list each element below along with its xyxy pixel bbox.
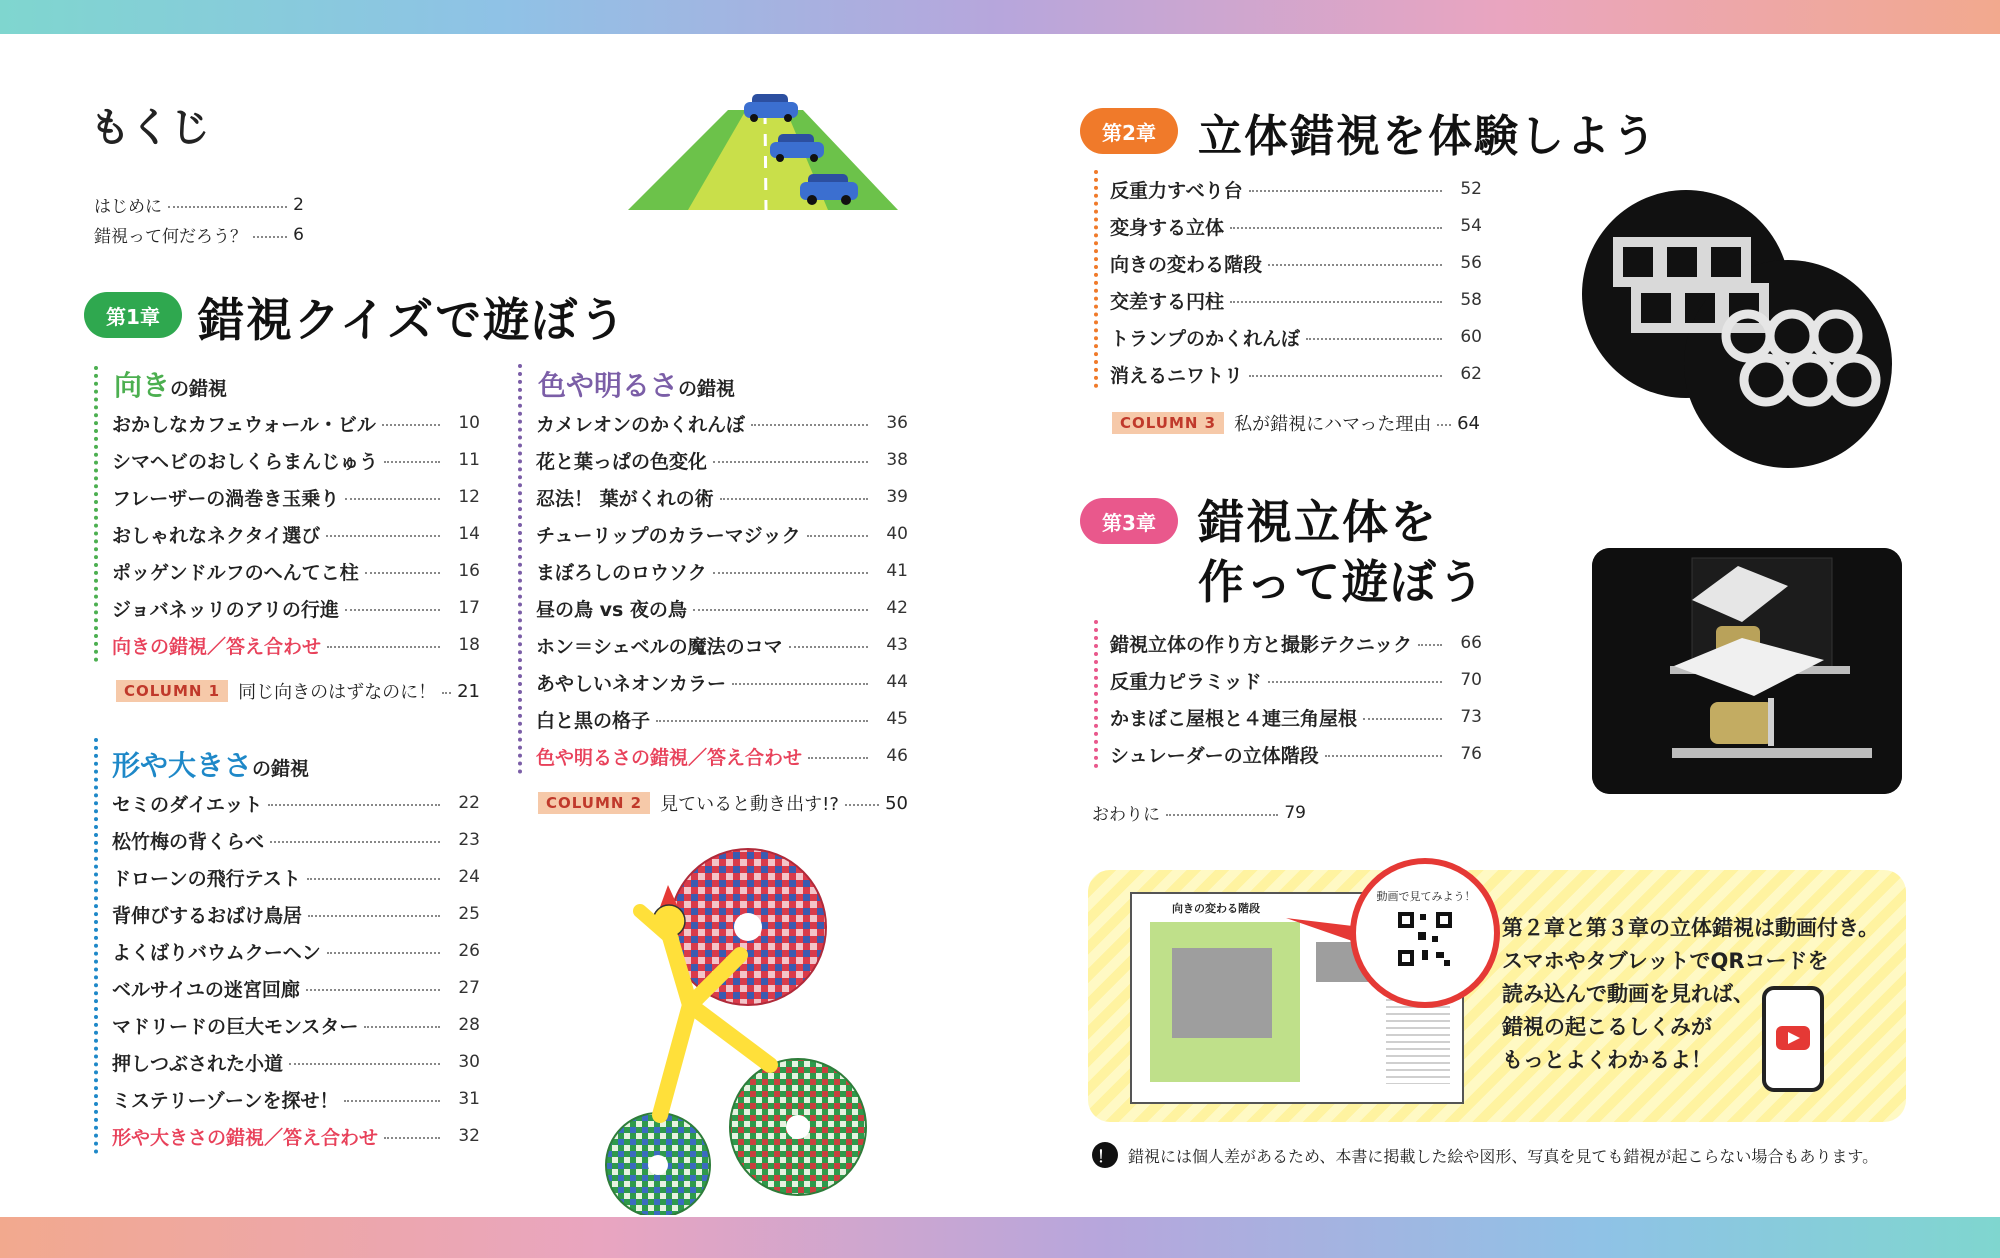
toc-item[interactable]: 昼の鳥 vs 夜の鳥 42 [536, 598, 908, 621]
spiral-balancing-figure-illustration [600, 845, 880, 1215]
column-badge: COLUMN 1 [116, 680, 228, 702]
toc-outro-item[interactable]: おわりに 79 [1092, 802, 1306, 825]
chapter3-title-line2: 作って遊ぼう [1198, 555, 1486, 609]
exclamation-icon: ！ [1092, 1142, 1118, 1168]
toc-list-iro [536, 408, 908, 768]
toc-item[interactable]: ドローンの飛行テスト 24 [112, 867, 480, 890]
toc-item[interactable]: シュレーダーの立体階段 76 [1110, 744, 1482, 767]
toc-item[interactable]: トランプのかくれんぼ 60 [1110, 327, 1482, 350]
qr-callout-circle [1350, 858, 1500, 1008]
toc-item[interactable]: 向きの変わる階段 56 [1110, 253, 1482, 276]
toc-item[interactable]: ベルサイユの迷宮回廊 27 [112, 978, 480, 1001]
toc-list-katachi [112, 788, 480, 1148]
section-line [1094, 170, 1098, 388]
toc-intro-item[interactable]: 錯視って何だろう？ 6 [94, 224, 304, 247]
section-head-katachi: 形や大きさの錯視 [112, 749, 310, 782]
hexagon-tube-photo [1576, 188, 1898, 470]
toc-item[interactable]: シマヘビのおしくらまんじゅう 11 [112, 450, 480, 473]
toc-item[interactable]: カメレオンのかくれんぼ 36 [536, 413, 908, 436]
page-title: もくじ [90, 105, 210, 151]
toc-item[interactable]: おかしなカフェウォール・ビル 10 [112, 413, 480, 436]
section-line [94, 366, 98, 662]
toc-item[interactable]: おしゃれなネクタイ選び 14 [112, 524, 480, 547]
car-icon [744, 94, 798, 122]
callout-text: 動画で見てみよう！ [1376, 890, 1476, 903]
toc-item-answer[interactable]: 色や明るさの錯視／答え合わせ 46 [536, 746, 908, 769]
toc-list-muki [112, 408, 480, 660]
toc-item[interactable]: 背伸びするおばけ鳥居 25 [112, 904, 480, 927]
toc-item[interactable]: 反重力すべり台 52 [1110, 179, 1482, 202]
chapter3-title-line1: 錯視立体を [1198, 495, 1438, 549]
toc-item[interactable]: ジョバネッリのアリの行進 17 [112, 598, 480, 621]
disclaimer-note: ！ 錯視には個人差があるため、本書に掲載した絵や図形、写真を見ても錯視が起こらない場合もあります。 [1092, 1142, 1878, 1168]
toc-item-answer[interactable]: 形や大きさの錯視／答え合わせ 32 [112, 1126, 480, 1149]
chapter2-title: 立体錯視を体験しよう [1198, 111, 1658, 162]
section-line [1094, 620, 1098, 768]
toc-item[interactable]: 交差する円柱 58 [1110, 290, 1482, 313]
toc-item[interactable]: かまぼこ屋根と４連三角屋根 73 [1110, 707, 1482, 730]
qr-code-icon [1396, 910, 1454, 968]
roof-model-photo [1592, 548, 1902, 794]
toc-item[interactable]: ミステリーゾーンを探せ！ 31 [112, 1089, 480, 1112]
toc-item[interactable]: ホン＝シェベルの魔法のコマ 43 [536, 635, 908, 658]
toc-item[interactable]: フレーザーの渦巻き玉乗り 12 [112, 487, 480, 510]
chapter1-badge: 第1章 [84, 292, 182, 338]
section-line [518, 364, 522, 774]
column-3-row[interactable]: COLUMN 3 私が錯視にハマった理由 64 [1112, 410, 1480, 436]
toc-item[interactable]: あやしいネオンカラー 44 [536, 672, 908, 695]
toc-item[interactable]: セミのダイエット 22 [112, 793, 480, 816]
smartphone-video-icon [1758, 980, 1838, 1100]
column-badge: COLUMN 2 [538, 792, 650, 814]
toc-item[interactable]: 錯視立体の作り方と撮影テクニック 66 [1110, 633, 1482, 656]
top-gradient-band [0, 0, 2000, 34]
toc-item-answer[interactable]: 向きの錯視／答え合わせ 18 [112, 635, 480, 658]
toc-item[interactable]: マドリードの巨大モンスター 28 [112, 1015, 480, 1038]
toc-item[interactable]: 花と葉っぱの色変化 38 [536, 450, 908, 473]
chapter3-badge: 第3章 [1080, 498, 1178, 544]
sample-stairs-image [1172, 948, 1272, 1038]
toc-item[interactable]: 反重力ピラミッド 70 [1110, 670, 1482, 693]
toc-item[interactable]: 押しつぶされた小道 30 [112, 1052, 480, 1075]
toc-item[interactable]: 忍法！ 葉がくれの術 39 [536, 487, 908, 510]
toc-item[interactable]: 白と黒の格子 45 [536, 709, 908, 732]
chapter3-title [1198, 492, 1486, 612]
road-cars-illustration [628, 88, 898, 216]
toc-item[interactable]: よくばりバウムクーヘン 26 [112, 941, 480, 964]
toc-item[interactable]: 変身する立体 54 [1110, 216, 1482, 239]
toc-intro-item[interactable]: はじめに 2 [94, 194, 304, 217]
toc-item[interactable]: 消えるニワトリ 62 [1110, 364, 1482, 387]
toc-item[interactable]: 松竹梅の背くらべ 23 [112, 830, 480, 853]
toc-item[interactable]: ポッゲンドルフのへんてこ柱 16 [112, 561, 480, 584]
sample-page-title: 向きの変わる階段 [1172, 902, 1260, 915]
section-line [94, 738, 98, 1154]
bottom-gradient-band [0, 1217, 2000, 1258]
toc-list-chapter2 [1110, 174, 1482, 396]
column-2-row[interactable]: COLUMN 2 見ていると動き出す!? 50 [538, 790, 908, 816]
section-head-muki: 向きの錯視 [114, 369, 228, 402]
chapter1-title: 錯視クイズで遊ぼう [198, 293, 628, 347]
section-head-iro: 色や明るさの錯視 [538, 369, 736, 402]
toc-item[interactable]: まぼろしのロウソク 41 [536, 561, 908, 584]
video-promo-text: 第２章と第３章の立体錯視は動画付き。 スマホやタブレットでQRコードを 読み込んで動画を見れば、 錯視の起こるしくみが もっとよくわかるよ！ [1502, 916, 1880, 1072]
column-badge: COLUMN 3 [1112, 412, 1224, 434]
toc-item[interactable]: チューリップのカラーマジック 40 [536, 524, 908, 547]
toc-list-chapter3 [1110, 628, 1482, 778]
chapter2-badge: 第2章 [1080, 108, 1178, 154]
column-1-row[interactable]: COLUMN 1 同じ向きのはずなのに！ 21 [116, 678, 480, 704]
